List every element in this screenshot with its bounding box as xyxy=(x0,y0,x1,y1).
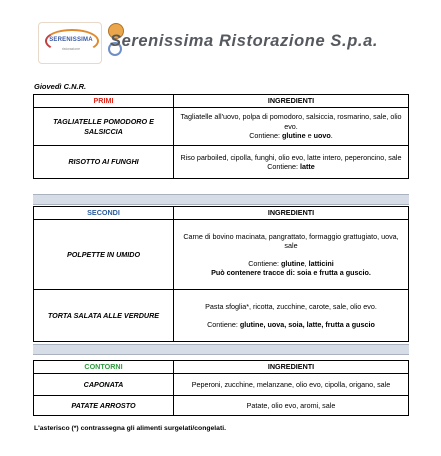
allergen: uovo xyxy=(313,131,331,141)
traces-label: Può contenere tracce di: xyxy=(211,267,295,277)
company-logo xyxy=(38,22,102,64)
ingredients-header: INGREDIENTI xyxy=(174,361,409,374)
brand-title: Serenissima Ristorazione S.p.a. xyxy=(110,32,379,50)
dish-name: RISOTTO AI FUNGHI xyxy=(34,146,174,179)
primi-table xyxy=(33,94,409,179)
dish-name: POLPETTE IN UMIDO xyxy=(34,220,174,290)
dish-ingredients xyxy=(174,108,409,146)
ingredients-text: Carne di bovino macinata, pangrattato, formaggio grattugiato, uova, sale xyxy=(183,231,399,251)
section-heading-primi: PRIMI xyxy=(34,95,174,108)
dish-ingredients: Patate, olio evo, aromi, sale xyxy=(174,396,409,416)
secondi-table xyxy=(33,206,409,342)
dish-name: TAGLIATELLE POMODORO E SALSICCIA xyxy=(34,108,174,146)
allergen: latte xyxy=(300,162,315,171)
footnote: L'asterisco (*) contrassegna gli alimenti surgelati/congelati. xyxy=(34,425,226,432)
section-heading-contorni: CONTORNI xyxy=(34,361,174,374)
table-row xyxy=(34,108,409,146)
ingredients-text: Tagliatelle all'uovo, polpa di pomodoro, salsiccia, rosmarino, sale, olio evo. xyxy=(180,112,402,131)
logo-text: SERENISSIMA xyxy=(49,37,93,43)
dish-name: TORTA SALATA ALLE VERDURE xyxy=(34,290,174,342)
table-header-row xyxy=(34,361,409,374)
table-row xyxy=(34,396,409,416)
section-divider xyxy=(33,194,409,205)
table-row xyxy=(34,290,409,342)
table-header-row xyxy=(34,207,409,220)
table-row xyxy=(34,146,409,179)
trace-item: soia xyxy=(296,267,312,277)
allergen-line xyxy=(177,131,405,140)
allergen-list: glutine, uova, soia, latte, frutta a guscio xyxy=(239,319,375,329)
contains-label: Contiene: xyxy=(248,258,280,268)
table-row xyxy=(34,374,409,396)
allergen-line xyxy=(177,320,405,329)
dish-name: PATATE ARROSTO xyxy=(34,396,174,416)
contains-label: Contiene: xyxy=(267,162,298,171)
contains-label: Contiene: xyxy=(249,131,281,141)
contorni-table xyxy=(33,360,409,416)
logo-subtext: ristorazione xyxy=(61,47,81,51)
ingredients-header: INGREDIENTI xyxy=(174,207,409,220)
dish-ingredients xyxy=(174,290,409,342)
dish-ingredients xyxy=(174,146,409,179)
ingredients-text: Pasta sfoglia*, ricotta, zucchine, carote, sale, olio evo. xyxy=(205,302,377,312)
table-header-row xyxy=(34,95,409,108)
day-label: Giovedì C.N.R. xyxy=(34,82,87,91)
allergen-line: Contiene: glutine, latticini xyxy=(248,258,334,268)
allergen: latticini xyxy=(308,258,334,268)
allergen-separator: e xyxy=(307,131,312,141)
trace-item: frutta a guscio xyxy=(319,267,369,277)
traces-line: Può contenere tracce di: soia e frutta a guscio. xyxy=(211,267,371,277)
allergen: glutine xyxy=(281,258,305,268)
ingredients-header: INGREDIENTI xyxy=(174,95,409,108)
section-divider xyxy=(33,344,409,355)
section-heading-secondi: SECONDI xyxy=(34,207,174,220)
allergen-line xyxy=(177,162,405,171)
ingredients-text: Riso parboiled, cipolla, funghi, olio evo, latte intero, peperoncino, sale xyxy=(180,152,402,162)
page-header xyxy=(30,18,430,68)
allergen-trail: . xyxy=(330,131,333,141)
contains-label: Contiene: xyxy=(207,319,238,329)
table-row xyxy=(34,220,409,290)
dish-ingredients xyxy=(174,220,409,290)
allergen: glutine xyxy=(282,131,306,141)
dish-ingredients: Peperoni, zucchine, melanzane, olio evo, cipolla, origano, sale xyxy=(174,374,409,396)
dish-name: CAPONATA xyxy=(34,374,174,396)
